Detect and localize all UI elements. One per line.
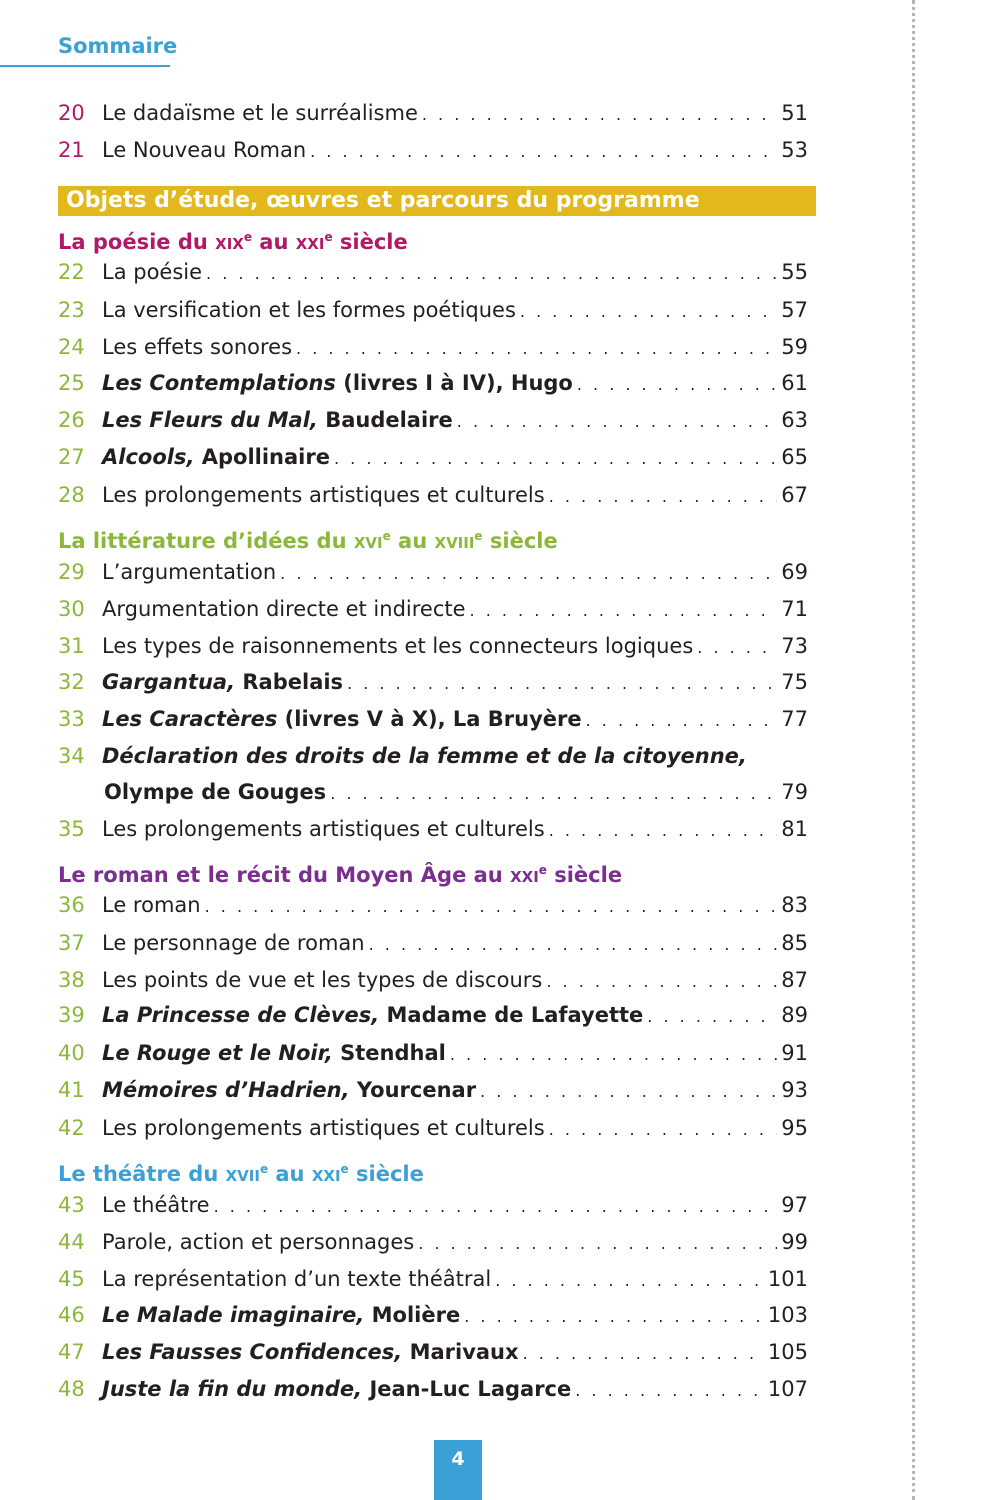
entry-title: Le dadaïsme et le surréalisme: [102, 101, 418, 125]
entry-number: 26: [58, 408, 85, 432]
entry-title: Le roman: [102, 893, 201, 917]
leader-dots: [205, 888, 778, 925]
entry-author: Olympe de Gouges: [104, 780, 327, 804]
entry-author: Yourcenar: [349, 1078, 477, 1102]
entry-title: L’argumentation: [102, 560, 277, 584]
leader-dots: [450, 1036, 777, 1073]
leader-dots: [549, 812, 778, 849]
toc-entry[interactable]: [58, 1261, 808, 1298]
perforation-line: [912, 0, 915, 1500]
entry-number: 39: [58, 1003, 85, 1027]
toc-entry[interactable]: [58, 329, 808, 366]
entry-number: 42: [58, 1116, 85, 1140]
entry-page: 95: [781, 1116, 808, 1140]
leader-dots: [347, 665, 777, 702]
entry-page: 85: [781, 931, 808, 955]
leader-dots: [470, 592, 778, 629]
entry-page: 57: [781, 298, 808, 322]
entry-title: La poésie: [102, 260, 203, 284]
entry-number: 23: [58, 298, 85, 322]
entry-title: La représentation d’un texte théâtral: [102, 1267, 492, 1291]
entry-number: 38: [58, 968, 85, 992]
leader-dots: [206, 255, 777, 292]
entry-page: 67: [781, 483, 808, 507]
toc-entry[interactable]: [58, 738, 808, 812]
toc-entry[interactable]: [58, 1072, 808, 1109]
entry-title: Les types de raisonnements et les connecteurs logiques: [102, 634, 694, 658]
entry-work-title: Alcools,: [102, 445, 195, 469]
entry-page: 53: [781, 138, 808, 162]
entry-title: Argumentation directe et indirecte: [102, 597, 466, 621]
entry-number: 46: [58, 1303, 85, 1327]
entry-number: 28: [58, 483, 85, 507]
entry-number: 45: [58, 1267, 85, 1291]
entry-page: 65: [781, 445, 808, 469]
entry-number: 20: [58, 101, 85, 125]
entry-number: 34: [58, 744, 85, 768]
leader-dots: [464, 1298, 764, 1335]
entry-work-title: Les Fausses Confidences,: [102, 1340, 403, 1364]
toc-entry[interactable]: [58, 1110, 808, 1147]
toc-entry[interactable]: [58, 365, 808, 402]
section-banner: Objets d’étude, œuvres et parcours du programme: [58, 186, 816, 216]
entry-author: Jean-Luc Lagarce: [362, 1377, 572, 1401]
entry-page: 51: [781, 101, 808, 125]
entry-author: Apollinaire: [194, 445, 330, 469]
toc-entry[interactable]: [58, 887, 808, 924]
entry-work-title: Le Rouge et le Noir,: [102, 1041, 333, 1065]
leader-dots: [546, 963, 777, 1000]
leader-dots: [549, 478, 778, 515]
entry-work-title: Les Caractères: [102, 707, 278, 731]
entry-number: 32: [58, 670, 85, 694]
entry-author: (livres V à X), La Bruyère: [277, 707, 582, 731]
toc-entry[interactable]: [58, 1371, 808, 1408]
entry-author: Rabelais: [235, 670, 344, 694]
entry-number: 27: [58, 445, 85, 469]
toc-entry[interactable]: [58, 628, 808, 665]
entry-page: 91: [781, 1041, 808, 1065]
toc-entry[interactable]: [58, 997, 808, 1034]
toc-entry[interactable]: [58, 1224, 808, 1261]
toc-entry[interactable]: [58, 664, 808, 701]
entry-author: Stendhal: [332, 1041, 446, 1065]
entry-number: 25: [58, 371, 85, 395]
entry-title: Les prolongements artistiques et culturels: [102, 1116, 545, 1140]
entry-number: 48: [58, 1377, 85, 1401]
entry-number: 43: [58, 1193, 85, 1217]
leader-dots: [549, 1111, 778, 1148]
leader-dots: [330, 775, 777, 812]
toc-entry[interactable]: [58, 591, 808, 628]
entry-number: 40: [58, 1041, 85, 1065]
leader-dots: [296, 330, 777, 367]
entry-title: Les prolongements artistiques et culturels: [102, 817, 545, 841]
entry-number: 22: [58, 260, 85, 284]
entry-page: 71: [781, 597, 808, 621]
leader-dots: [422, 96, 777, 133]
entry-work-title: Les Fleurs du Mal,: [102, 408, 318, 432]
entry-work-title: Juste la fin du monde,: [102, 1377, 363, 1401]
entry-title: Le personnage de roman: [102, 931, 365, 955]
leader-dots: [280, 555, 777, 592]
entry-number: 29: [58, 560, 85, 584]
toc-entry[interactable]: [58, 254, 808, 291]
entry-page: 99: [781, 1230, 808, 1254]
entry-title: Le Nouveau Roman: [102, 138, 307, 162]
leader-dots: [457, 403, 777, 440]
leader-dots: [586, 702, 778, 739]
entry-page: 63: [781, 408, 808, 432]
toc-entry[interactable]: [58, 132, 808, 169]
entry-title: Les effets sonores: [102, 335, 293, 359]
leader-dots: [495, 1262, 764, 1299]
entry-number: 30: [58, 597, 85, 621]
toc-entry[interactable]: [58, 439, 808, 476]
leader-dots: [697, 629, 777, 666]
entry-page: 59: [781, 335, 808, 359]
entry-page: 81: [781, 817, 808, 841]
toc-entry[interactable]: [58, 701, 808, 738]
leader-dots: [418, 1225, 777, 1262]
entry-number: 37: [58, 931, 85, 955]
entry-author: Marivaux: [402, 1340, 519, 1364]
entry-page: 107: [767, 1377, 808, 1401]
entry-page: 83: [781, 893, 808, 917]
entry-page: 75: [781, 670, 808, 694]
entry-page: 77: [781, 707, 808, 731]
entry-page: 73: [781, 634, 808, 658]
leader-dots: [523, 1335, 764, 1372]
toc-entry[interactable]: [58, 1035, 808, 1072]
entry-page: 87: [781, 968, 808, 992]
entry-page: 61: [781, 371, 808, 395]
leader-dots: [310, 133, 777, 170]
entry-page: 79: [781, 780, 808, 804]
entry-page: 97: [781, 1193, 808, 1217]
toc-entry[interactable]: [58, 554, 808, 591]
entry-page: 69: [781, 560, 808, 584]
toc-entry[interactable]: [58, 925, 808, 962]
leader-dots: [575, 1372, 764, 1409]
entry-author: Baudelaire: [317, 408, 453, 432]
entry-title: Les points de vue et les types de discours: [102, 968, 543, 992]
entry-work-title: Déclaration des droits de la femme et de la citoyenne,: [102, 744, 747, 768]
entry-number: 24: [58, 335, 85, 359]
section-heading-roman: Le roman et le récit du Moyen Âge au xxi$^e$ siècle: [58, 863, 623, 887]
toc-entry[interactable]: [58, 1297, 808, 1334]
entry-page: 103: [767, 1303, 808, 1327]
section-heading-idees: La littérature d’idées du xvi$^e$ au xviii$^e$ siècle: [58, 529, 558, 553]
entry-number: 47: [58, 1340, 85, 1364]
toc-entry[interactable]: [58, 95, 808, 132]
entry-page: 55: [781, 260, 808, 284]
toc-entry[interactable]: [58, 962, 808, 999]
entry-author: Madame de Lafayette: [379, 1003, 644, 1027]
section-heading-theatre: Le théâtre du xvii$^e$ au xxi$^e$ siècle: [58, 1162, 424, 1186]
entry-number: 36: [58, 893, 85, 917]
entry-number: 35: [58, 817, 85, 841]
section-heading-poesie: La poésie du xix$^e$ au xxi$^e$ siècle: [58, 230, 408, 254]
entry-work-title: Le Malade imaginaire,: [102, 1303, 365, 1327]
toc-entry[interactable]: [58, 1334, 808, 1371]
entry-title: Les prolongements artistiques et culturels: [102, 483, 545, 507]
entry-page: 93: [781, 1078, 808, 1102]
toc-entry[interactable]: [58, 811, 808, 848]
toc-entry[interactable]: [58, 1187, 808, 1224]
entry-work-title: Gargantua,: [102, 670, 236, 694]
page-number: 4: [434, 1440, 482, 1500]
toc-entry[interactable]: [58, 402, 808, 439]
entry-page: 105: [767, 1340, 808, 1364]
leader-dots: [214, 1188, 778, 1225]
leader-dots: [577, 366, 777, 403]
leader-dots: [334, 440, 777, 477]
entry-author: (livres I à IV), Hugo: [335, 371, 573, 395]
entry-author: Molière: [364, 1303, 461, 1327]
leader-dots: [647, 998, 777, 1035]
page-header-title: Sommaire: [58, 34, 178, 58]
entry-title: Le théâtre: [102, 1193, 210, 1217]
entry-title: La versification et les formes poétiques: [102, 298, 516, 322]
entry-number: 44: [58, 1230, 85, 1254]
entry-page: 89: [781, 1003, 808, 1027]
entry-work-title: La Princesse de Clèves,: [102, 1003, 380, 1027]
entry-title: Parole, action et personnages: [102, 1230, 415, 1254]
toc-entry[interactable]: [58, 292, 808, 329]
entry-number: 21: [58, 138, 85, 162]
entry-number: 33: [58, 707, 85, 731]
entry-work-title: Les Contemplations: [102, 371, 336, 395]
entry-page: 101: [767, 1267, 808, 1291]
leader-dots: [520, 293, 777, 330]
leader-dots: [369, 926, 778, 963]
header-rule: [0, 65, 170, 67]
entry-number: 41: [58, 1078, 85, 1102]
entry-work-title: Mémoires d’Hadrien,: [102, 1078, 350, 1102]
entry-number: 31: [58, 634, 85, 658]
toc-entry[interactable]: [58, 477, 808, 514]
leader-dots: [480, 1073, 777, 1110]
